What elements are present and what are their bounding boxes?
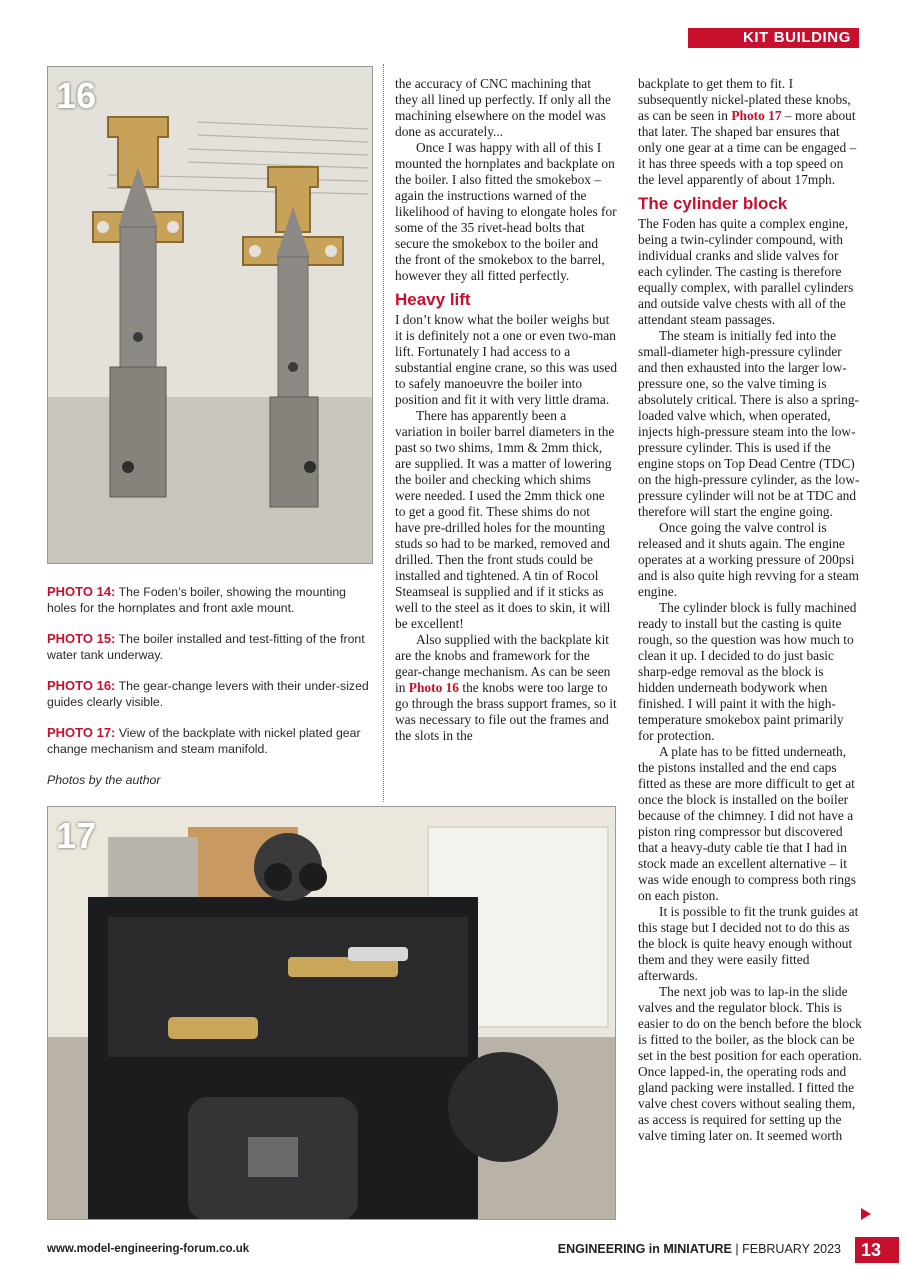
text-column-2 (638, 76, 862, 1144)
photo-16 (47, 66, 373, 564)
photo-captions (47, 584, 377, 803)
heading-cylinder-block: The cylinder block (638, 194, 788, 213)
text-column-1 (395, 76, 617, 744)
heading-heavy-lift: Heavy lift (395, 290, 471, 309)
col2-paragraph: The Foden has quite a complex engine, being a twin-cylinder compound, with individual cranks and slide valves for each cylinder. The casting is therefore equally complex, with parallel cylinders and outside valve chests with all of the attendant steam passages. (638, 216, 854, 327)
column-rule (383, 64, 384, 802)
col2-paragraph: The steam is initially fed into the small-diameter high-pressure cylinder and then exhausted into the larger low-pressure one, so the valve timing is absolutely critical. There is also a spring-loaded valve which, when operated, injects high-pressure steam into the low-pressure cylinder. This is used if the engine stops on Top Dead Centre (TDC) on the high-pressure cylinder, as the low-pressure cylinder will not be at TDC and therefore will start the engine going. (638, 328, 860, 519)
photo-17-reference: Photo 17 (731, 108, 782, 123)
photo-16-reference: Photo 16 (408, 680, 459, 695)
col2-paragraph: backplate to get them to fit. I subsequently nickel-plated these knobs, as can be seen in Photo 17 – more about that later. The shaped bar ensures that only one gear at a time can be engaged – it has three speeds with a top speed on the level apparently of about 17mph. (638, 76, 857, 187)
photo-credit: Photos by the author (47, 773, 161, 787)
issue-date: | FEBRUARY 2023 (735, 1242, 841, 1256)
photo-17 (47, 806, 616, 1220)
photo-17-image (48, 807, 616, 1220)
photo-16-number: 16 (56, 75, 97, 116)
col2-paragraph: A plate has to be fitted underneath, the pistons installed and the end caps fitted as these are more difficult to get at once the block is installed on the boiler because of the chimney. I did not have a piston ring compressor but discovered that a heavy-duty cable tie that I had in stock made an excellent alternative – it was wide enough to compress both rings on each piston. (638, 744, 856, 903)
col1-paragraph: There has apparently been a variation in boiler barrel diameters in the past so two shims, 1mm & 2mm thick, are supplied. It was a matter of lowering the boiler and checking which shims were needed. I used the 2mm thick one to get a good fit. These shims do not have pre-drilled holes for the mounting studs so had to be marked, removed and drilled. Then the front studs could be installed and tightened. A tin of Rocol Steamseal is supplied and if it sticks as well to the steel as it does to skin, it will be excellent! (395, 408, 615, 631)
col1-paragraph: the accuracy of CNC machining that they all lined up perfectly. If only all the machining elsewhere on the model was done as accurately... (395, 76, 611, 139)
footer-website[interactable]: www.model-engineering-forum.co.uk (47, 1243, 250, 1255)
col2-paragraph: The next job was to lap-in the slide valves and the regulator block. This is easier to do on the bench before the block is fitted to the boiler, as the block can be set in the best position for each operation. Once lapped-in, the operating rods and gland packing were installed. I fitted the valve chest covers without sealing them, as access is required for setting up the valve timing later on. It seemed worth (638, 984, 862, 1143)
caption-photo-14: PHOTO 14: The Foden’s boiler, showing the mounting holes for the hornplates and front axle mount. (47, 584, 347, 615)
footer-publication (558, 1242, 841, 1256)
col2-paragraph: The cylinder block is fully machined ready to install but the casting is quite rough, so the question was how much to clean it up. I decided to do just basic sharp-edge removal as the block is hidden underneath bodywork when finished. I will paint it with the high-temperature smokebox paint primarily for protection. (638, 600, 857, 743)
photo-16-image (48, 67, 373, 564)
caption-photo-16: PHOTO 16: The gear-change levers with their under-sized guides clearly visible. (47, 678, 369, 709)
col2-paragraph: It is possible to fit the trunk guides at this stage but I decided not to do this as the block is quite heavy enough without them and they were easily fitted afterwards. (638, 904, 859, 983)
magazine-title: ENGINEERING in MINIATURE (557, 1242, 732, 1256)
col2-paragraph: Once going the valve control is released and it shuts again. The engine operates at a working pressure of 200psi and is also quite high revving for a steam engine. (638, 520, 859, 599)
continue-arrow-icon (861, 1208, 871, 1220)
col1-paragraph: Once I was happy with all of this I mounted the hornplates and backplate on the boiler. I also fitted the smokebox – again the instructions warned of the likelihood of having to elongate holes for some of the 35 rivet-head bolts that secure the smokebox to the boiler and the front of the smokebox to the barrel, however they all fitted perfectly. (395, 140, 617, 283)
caption-photo-17: PHOTO 17: View of the backplate with nickel plated gear change mechanism and steam manifold. (47, 725, 361, 756)
col1-paragraph: I don’t know what the boiler weighs but it is definitely not a one or even two-man lift. Fortunately I had access to a substantial engine crane, so this was used to safely manoeuvre the boiler into position and fit it with very little drama. (395, 312, 618, 407)
section-tab: KIT BUILDING (688, 28, 859, 48)
photo-17-number: 17 (56, 815, 97, 856)
page-number: 13 (855, 1237, 899, 1263)
col1-paragraph: Also supplied with the backplate kit are the knobs and framework for the gear-change mechanism. As can be seen in Photo 16 the knobs were too large to go through the brass support frames, so it was necessary to file out the frames and the slots in the (395, 632, 617, 743)
caption-photo-15: PHOTO 15: The boiler installed and test-fitting of the front water tank underway. (47, 631, 365, 662)
